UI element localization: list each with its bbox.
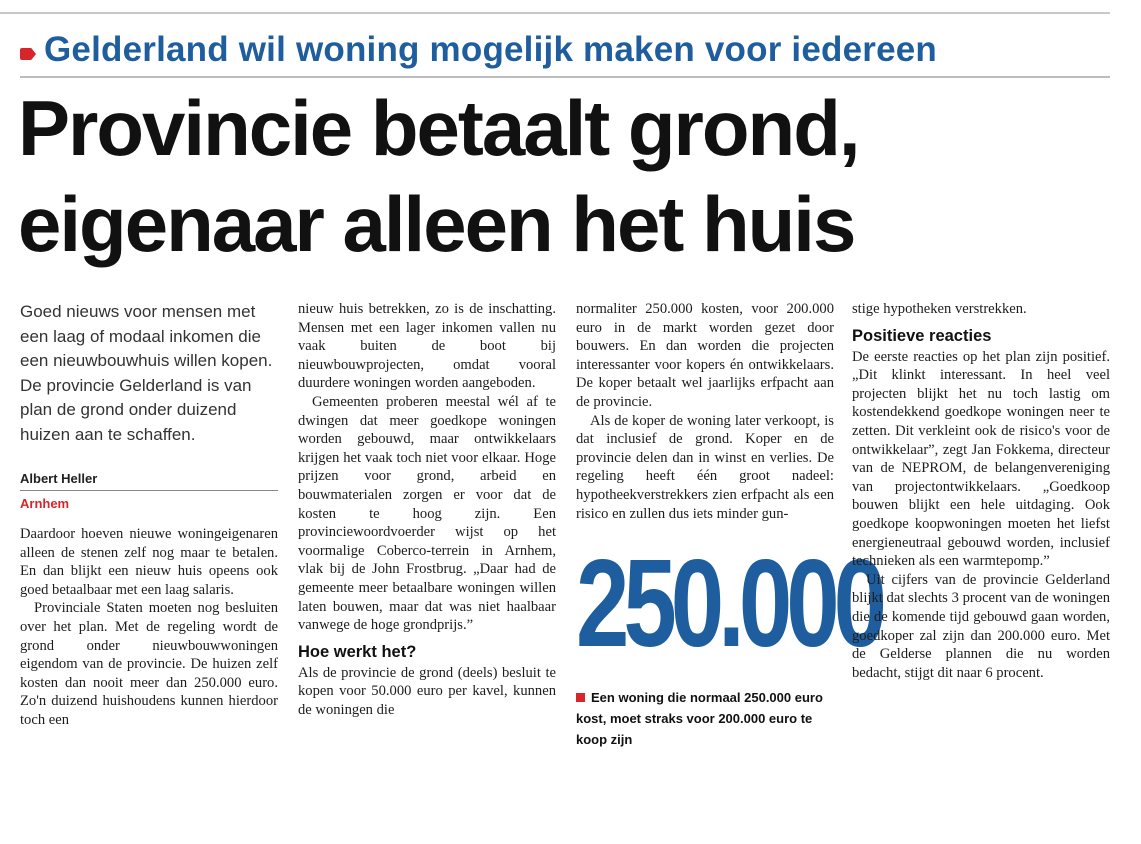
- body-paragraph: stige hypotheken verstrekken.: [852, 301, 1027, 317]
- kicker-bar: [20, 27, 937, 73]
- body-paragraph: Uit cijfers van de provincie Gelderland blijkt dat slechts 3 procent van de woningen die de komende tijd gebouwd gaan worden, goedkoper zal zijn dan 200.000 euro. Met de Gelderse plannen die nu worden bedacht, stijgt dit naar 6 procent.: [852, 571, 1110, 681]
- body-paragraph: De eerste reacties op het plan zijn positief. „Dit klinkt interessant. In heel veel projecten blijkt het nu toch lastig om kostendekkend goedkope woningen neer te zetten. Dit verkleint ook de risico's voor de ontwikkelaar”, zegt Jan Fokkema, directeur van de NEPROM, de belangenvereniging van projectontwikkelaars. „Goedkoop bouwen blijkt een hele uitdaging. Ook goedkope koopwoningen moeten het liefst energieneutraal gebouwd worden, inclusief technieken als een warmtepomp.”: [852, 348, 1110, 570]
- headline: [18, 80, 1128, 272]
- subhead-reactions: Positieve reacties: [852, 326, 992, 345]
- headline-line-2: eigenaar alleen het huis: [18, 180, 855, 268]
- column-3: [576, 300, 882, 750]
- body-paragraph: Gemeenten proberen meestal wél af te dwingen dat meer goedkope woningen worden gebouwd, maar ontwikkelaars krijgen het vaak toch niet voor elkaar. Hoge prijzen voor grond, arbeid en bouwmaterialen zorgen er voor dat de kosten te hoog zijn. Een provinciewoordvoerder wijst op het voormalige Coberco-terrein in Arnhem, vlak bij de John Frostbrug. „Daar had de gemeente meer betaalbare woningen willen laten bouwen, maar dat was niet haalbaar vanwege de hoge grondprijs.”: [298, 393, 556, 634]
- big-number-callout: 250.000: [576, 534, 882, 674]
- caption-text: Een woning die normaal 250.000 euro kost, moet straks voor 200.000 euro te koop zijn: [576, 690, 823, 748]
- body-paragraph: Provinciale Staten moeten nog besluiten over het plan. Met de regeling wordt de grond onder nieuwbouwwoningen eigendom van de provincie. De huizen zelf kosten dan nooit meer dan 250.000 euro. Zo'n duizend huishoudens kunnen hierdoor toch een: [20, 600, 278, 728]
- body-paragraph: nieuw huis betrekken, zo is de inschatting. Mensen met een lager inkomen vallen nu vaak buiten de boot bij nieuwbouwprojecten, omdat vooral duurdere woningen worden aangeboden.: [298, 301, 556, 392]
- body-paragraph: Als de provincie de grond (deels) besluit te kopen voor 50.000 euro per kavel, kunnen de woningen die: [298, 664, 556, 718]
- dateline-place: Arnhem: [20, 496, 70, 511]
- kicker-title: Gelderland wil woning mogelijk maken voor iedereen: [44, 30, 937, 69]
- top-divider: [0, 12, 1110, 14]
- kicker-divider: [20, 76, 1110, 78]
- column-4: [852, 300, 1110, 682]
- body-paragraph: Als de koper de woning later verkoopt, is dat inclusief de grond. Koper en de provincie delen dan in winst en verlies. De regeling heeft één groot nadeel: hypotheekverstrekkers zien erfpacht als een risico en zullen dus iets minder gun-: [576, 412, 834, 522]
- column-1: [20, 300, 278, 730]
- headline-line-1: Provincie betaalt grond,: [18, 84, 859, 172]
- column-1-body: [20, 525, 278, 730]
- intro-paragraph: Goed nieuws voor mensen met een laag of modaal inkomen die een nieuwbouwhuis willen kopen. De provincie Gelderland is van plan de grond onder duizend huizen aan te schaffen.: [20, 302, 273, 444]
- author-name: Albert Heller: [20, 471, 278, 491]
- body-paragraph: normaliter 250.000 kosten, voor 200.000 euro in de markt worden gezet door bouwers. En dan worden die projecten interessanter voor kopers én ontwikkelaars. De koper betaalt wel jaarlijks erfpacht aan de provincie.: [576, 301, 834, 410]
- column-2: [298, 300, 556, 719]
- arrow-marker-icon: [20, 48, 36, 60]
- subhead-how-it-works: Hoe werkt het?: [298, 642, 417, 661]
- body-paragraph: Daardoor hoeven nieuwe woningeigenaren alleen de stenen zelf nog maar te betalen. En dan blijkt een nieuw huis opeens ook goed betaalbaar met een laag salaris.: [20, 526, 278, 598]
